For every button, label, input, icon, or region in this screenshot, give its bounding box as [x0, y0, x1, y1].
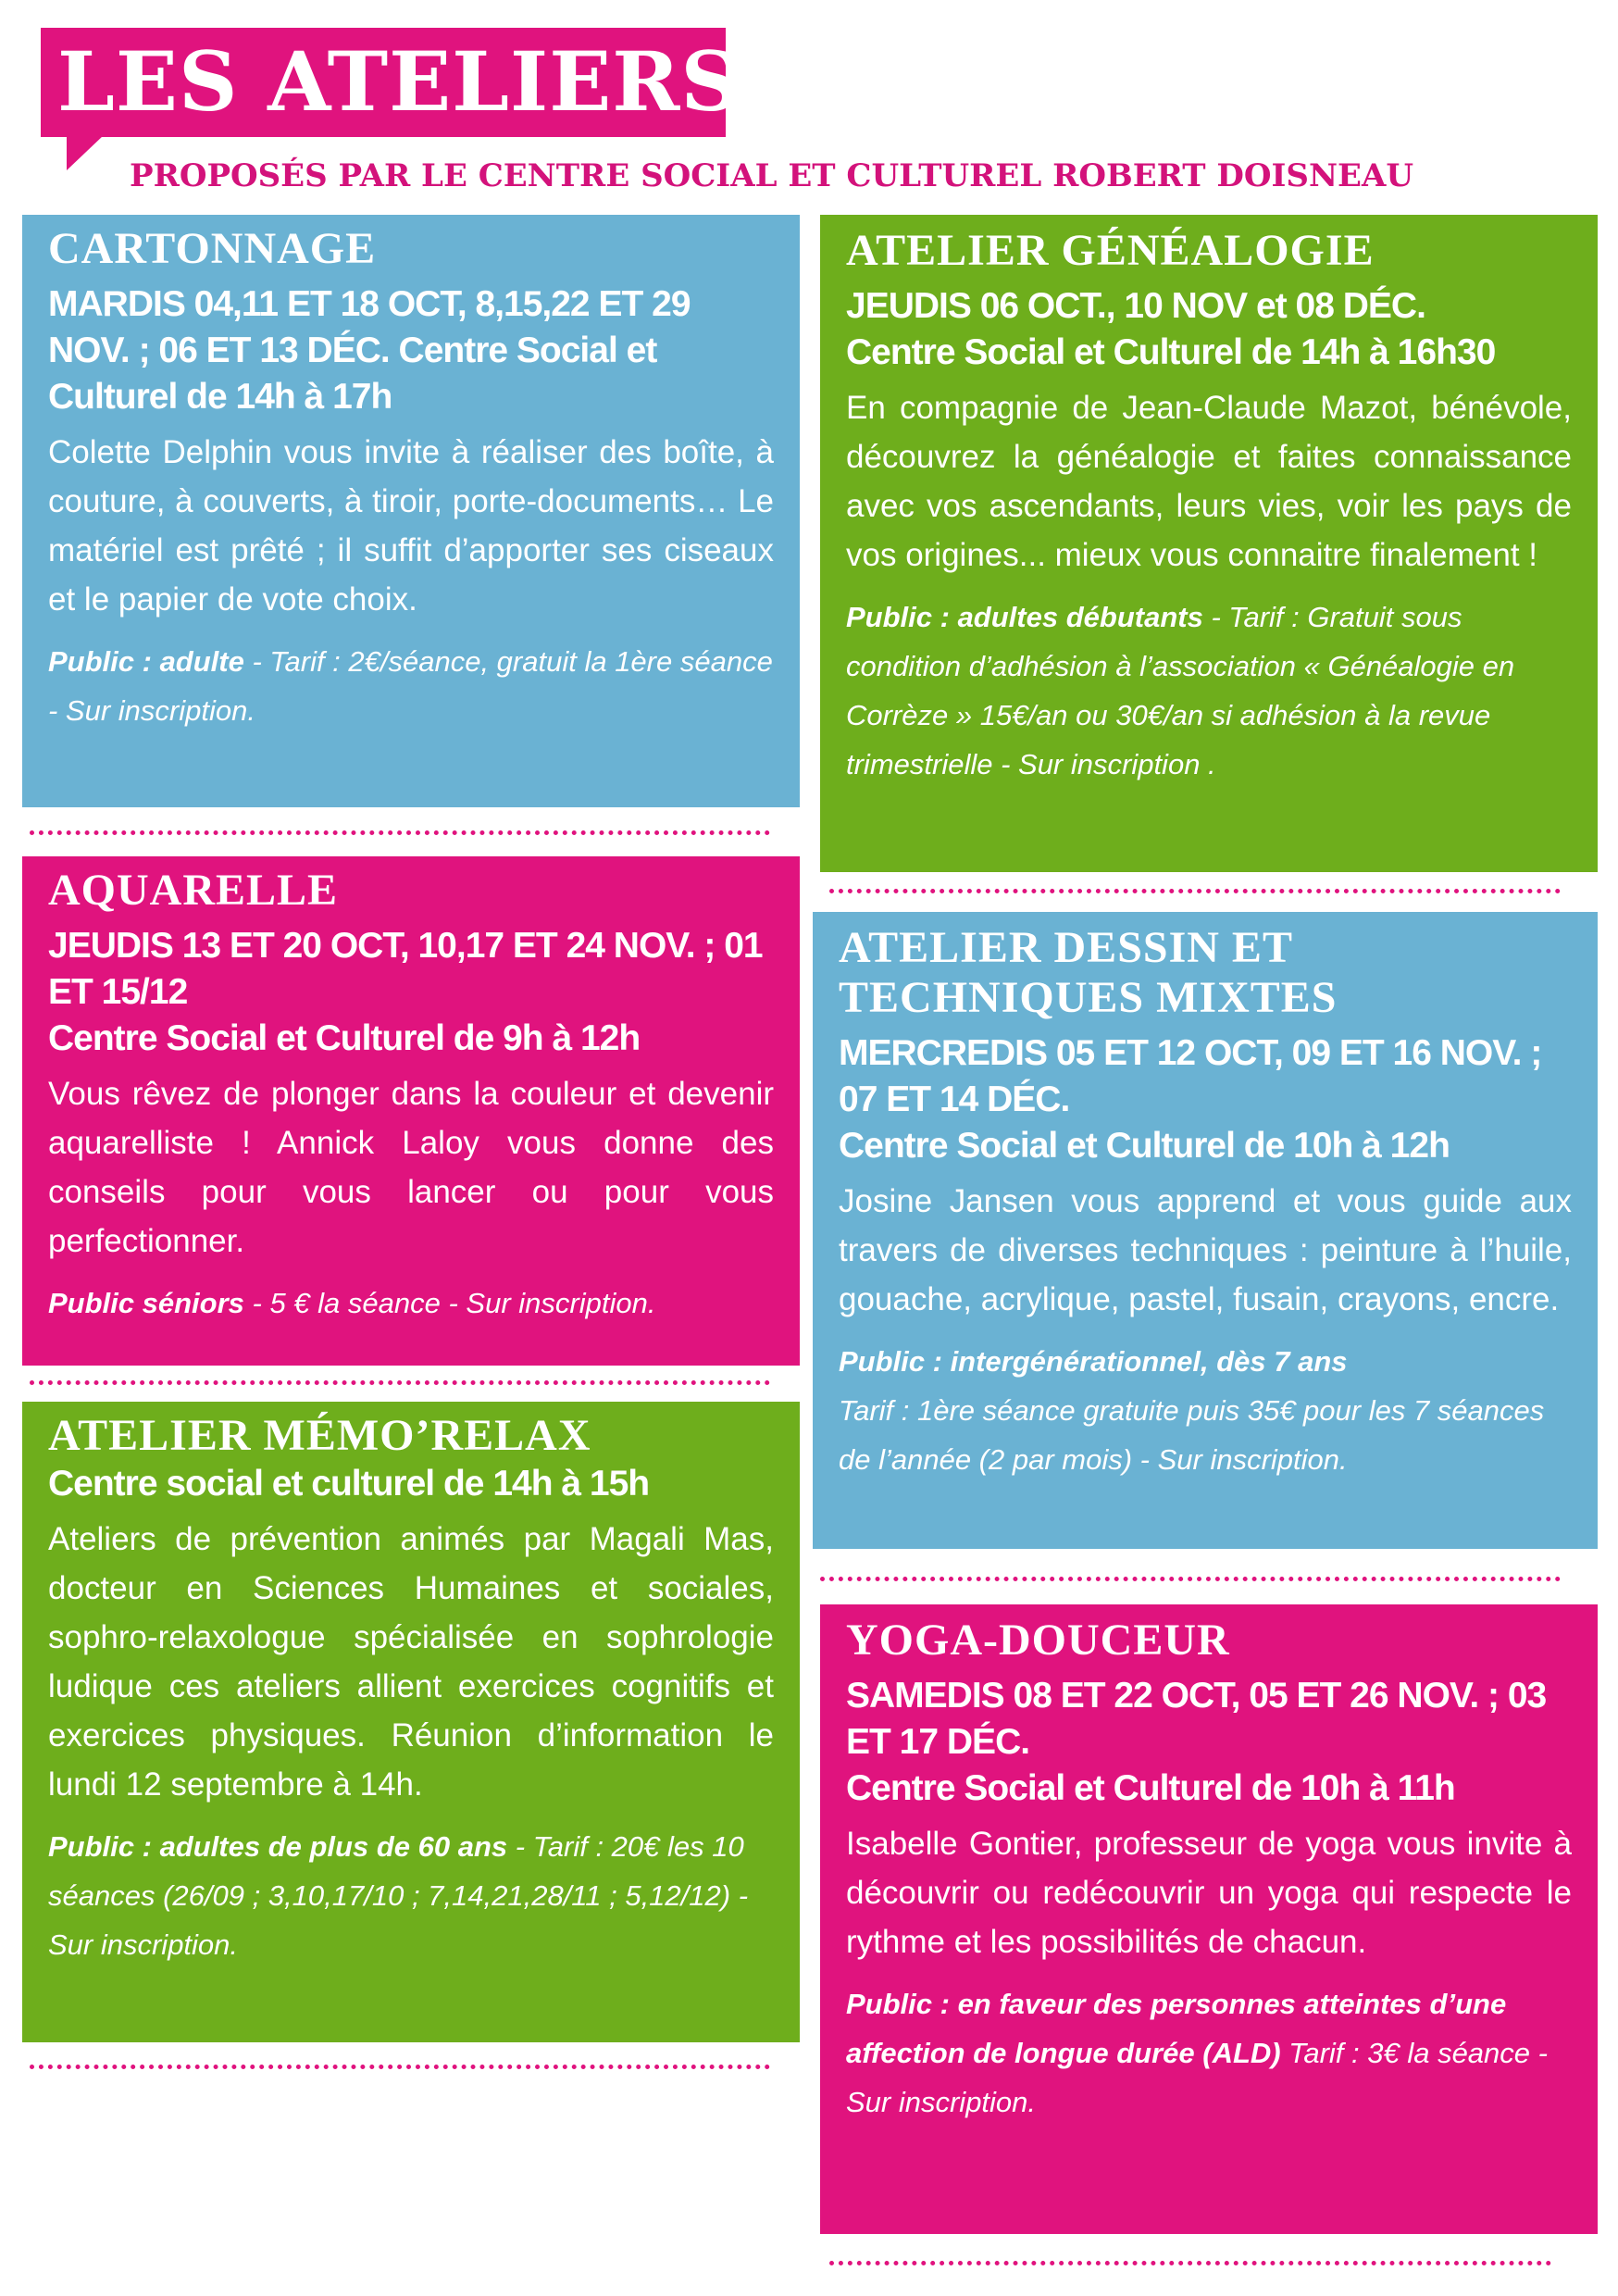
- divider: [829, 889, 1561, 893]
- workshop-dates: JEUDIS 13 ET 20 OCT, 10,17 ET 24 NOV. ; 01 ET 15/12: [48, 926, 763, 1012]
- workshop-title: ATELIER MÉMO’RELAX: [48, 1411, 591, 1460]
- workshop-description: Isabelle Gontier, professeur de yoga vous invite à découvrir ou redécouvrir un yoga qui respecte le rythme et les possibilités de chacun.: [846, 1826, 1572, 1960]
- workshop-title: CARTONNAGE: [48, 224, 377, 273]
- workshop-dates: MERCREDIS 05 ET 12 OCT, 09 ET 16 NOV. ; 07 ET 14 DÉC.: [839, 1033, 1542, 1119]
- divider: [30, 2065, 770, 2069]
- public-info: Tarif : 3€ la séance - Sur inscription.: [846, 2037, 1548, 2118]
- workshop-venue: Centre Social et Culturel de 9h à 12h: [48, 1018, 641, 1058]
- workshop-public: [48, 1822, 774, 1969]
- workshop-public: [839, 1337, 1572, 1386]
- workshop-description: Ateliers de prévention animés par Magali Mas, docteur en Sciences Humaines et sociales, sophro-relaxologue spécialisée en sophrologie ludique ces ateliers allient exercices cognitifs et exercices physiques. Réunion d’information le lundi 12 septembre à 14h.: [48, 1521, 774, 1803]
- workshop-aquarelle: [22, 856, 800, 1366]
- workshop-cartonnage: [22, 215, 800, 807]
- workshop-description: Vous rêvez de plonger dans la couleur et devenir aquarelliste ! Annick Laloy vous donne des conseils pour vous lancer ou pour vous perfectionner.: [48, 1076, 774, 1259]
- workshop-genealogie: [820, 215, 1598, 872]
- workshop-venue: Centre social et culturel de 14h à 15h: [48, 1464, 650, 1504]
- banner-speech-tail: [67, 135, 104, 170]
- divider: [829, 2261, 1551, 2265]
- workshop-yoga: [820, 1604, 1598, 2234]
- page-subtitle: PROPOSÉS PAR LE CENTRE SOCIAL ET CULTUREL ROBERT DOISNEAU: [130, 157, 1413, 194]
- workshop-dates: MARDIS 04,11 ET 18 OCT, 8,15,22 ET 29 NOV. ; 06 ET 13 DÉC. Centre Social et Culturel de 14h à 17h: [48, 284, 691, 417]
- divider: [30, 830, 770, 835]
- workshop-venue: Centre Social et Culturel de 10h à 12h: [839, 1126, 1450, 1166]
- workshop-title: AQUARELLE: [48, 866, 339, 915]
- public-info: - Tarif : 2€/séance, gratuit la 1ère séance - Sur inscription.: [48, 645, 773, 727]
- workshop-description: Colette Delphin vous invite à réaliser des boîte, à couture, à couverts, à tiroir, porte-documents… Le matériel est prêté ; il suffit d’apporter ses ciseaux et le papier de vote choix.: [48, 434, 774, 618]
- divider: [820, 1577, 1561, 1581]
- page-title: LES ATELIERS: [57, 33, 741, 130]
- public-label: Public séniors: [48, 1287, 244, 1319]
- public-label: Public : intergénérationnel, dès 7 ans: [839, 1345, 1348, 1378]
- workshop-dates: JEUDIS 06 OCT., 10 NOV et 08 DÉC.: [846, 286, 1425, 326]
- divider: [30, 1380, 770, 1385]
- workshop-tarif: Tarif : 1ère séance gratuite puis 35€ pour les 7 séances de l’année (2 par mois) - Sur inscription.: [839, 1394, 1545, 1476]
- workshop-description: En compagnie de Jean-Claude Mazot, bénévole, découvrez la généalogie et faites connaissance avec vos ascendants, leurs vies, voir les pays de vos origines... mieux vous connaitre finalement !: [846, 390, 1572, 573]
- workshop-venue: Centre Social et Culturel de 10h à 11h: [846, 1768, 1455, 1808]
- workshop-public: [48, 1279, 774, 1328]
- workshop-venue: Centre Social et Culturel de 14h à 16h30: [846, 332, 1496, 372]
- workshop-dates: SAMEDIS 08 ET 22 OCT, 05 ET 26 NOV. ; 03 ET 17 DÉC.: [846, 1676, 1547, 1762]
- workshop-title: ATELIER GÉNÉALOGIE: [846, 226, 1375, 275]
- public-label: Public : en faveur des personnes atteintes d’une affection de longue durée (ALD): [846, 1988, 1507, 2069]
- workshop-title: YOGA-DOUCEUR: [846, 1616, 1230, 1665]
- public-info: - Tarif : Gratuit sous condition d’adhésion à l’association « Généalogie en Corrèze » 15€/an ou 30€/an si adhésion à la revue trimestrielle - Sur inscription .: [846, 601, 1515, 780]
- workshop-public: [846, 593, 1572, 789]
- workshop-public: [48, 637, 774, 735]
- workshop-public: [846, 1979, 1572, 2127]
- workshop-dessin: [813, 912, 1598, 1549]
- public-info: - Tarif : 20€ les 10 séances (26/09 ; 3,10,17/10 ; 7,14,21,28/11 ; 5,12/12) - Sur inscription.: [48, 1830, 749, 1961]
- public-label: Public : adultes de plus de 60 ans: [48, 1830, 508, 1863]
- workshop-description: Josine Jansen vous apprend et vous guide aux travers de diverses techniques : peinture à l’huile, gouache, acrylique, pastel, fusain, crayons, encre.: [839, 1183, 1572, 1317]
- workshop-title: ATELIER DESSIN ET TECHNIQUES MIXTES: [839, 923, 1338, 1022]
- public-info: - 5 € la séance - Sur inscription.: [243, 1287, 656, 1319]
- workshop-memo-relax: [22, 1402, 800, 2042]
- public-label: Public : adulte: [48, 645, 244, 678]
- public-label: Public : adultes débutants: [846, 601, 1203, 633]
